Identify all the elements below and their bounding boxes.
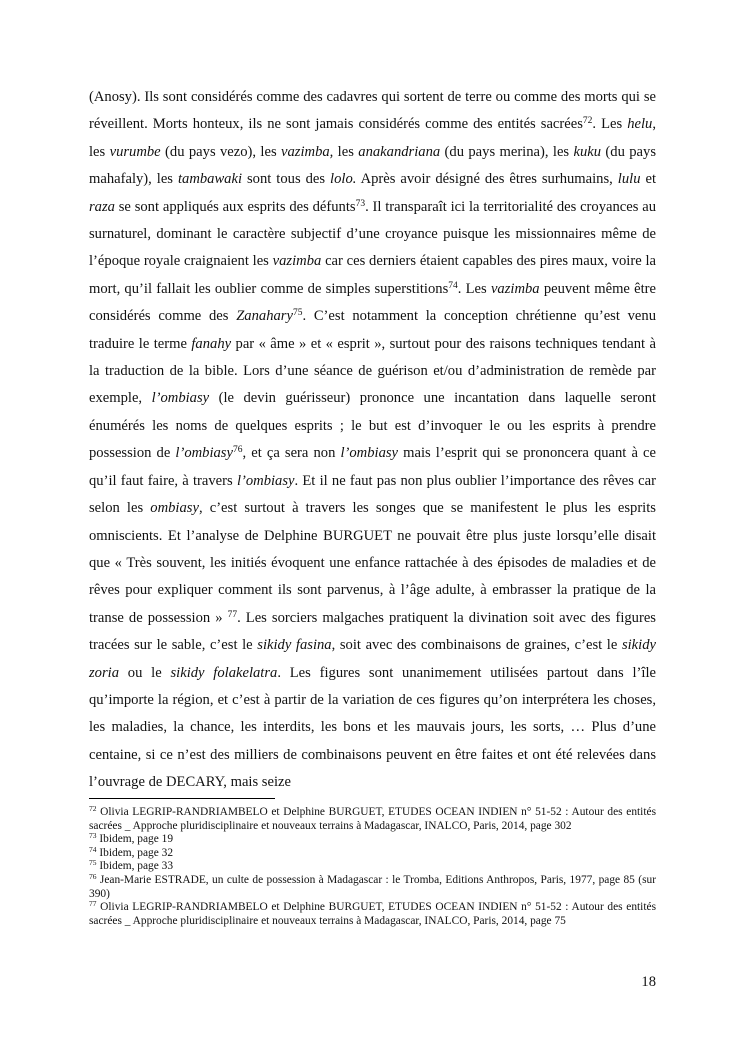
italic-term: helu [627, 116, 653, 133]
italic-term: vurumbe [109, 143, 161, 160]
text-run: et [640, 171, 657, 188]
italic-term: l’ombiasy [236, 472, 295, 489]
italic-term: vazimba [272, 253, 322, 270]
italic-term: l’ombiasy [151, 390, 210, 407]
footnote-number: 74 [89, 844, 97, 854]
text-run: peuvent même être considérés comme des [89, 280, 656, 325]
text-run: mais l’esprit qui se prononcera quant à ce qu’il faut faire, à travers [89, 445, 656, 489]
page-number: 18 [641, 974, 656, 990]
text-run: , les [89, 116, 656, 160]
text-run: (Anosy). Ils sont considérés comme des cadavres qui sortent de terre ou comme des morts qui se réveillent. Morts honteux, ils ne sont jamais considérés comme des entités sacrées [89, 89, 656, 133]
footnotes [89, 806, 656, 928]
text-run: ou le [119, 664, 171, 681]
footnote-75 [89, 860, 656, 874]
footnote-72 [89, 806, 656, 833]
italic-term: anakandriana [358, 143, 441, 160]
text-run: . Et il ne faut pas non plus oublier l’importance des rêves car selon les [89, 472, 656, 517]
text-run: (du pays merina), les [440, 143, 574, 160]
footnote-text: Ibidem, page 32 [96, 846, 174, 859]
text-run: . C’est notamment la conception chrétienne qu’est venu traduire le terme [89, 308, 656, 352]
italic-term: sikidy fasina [257, 637, 332, 654]
italic-term: ombiasy [150, 500, 199, 517]
italic-term: vazimba, [281, 143, 334, 160]
text-run: car ces derniers étaient capables des pires maux, voire la mort, qu’il fallait les oublier comme de simples superstitions [89, 253, 656, 297]
text-run: . Les figures sont unanimement utilisées partout dans l’île qu’importe la région, et c’est à partir de la variation de ces figures qu’on interprétera les choses, les maladies, la chance, les interdits, les bons et les mauvais jours, les sorts, … Plus d’une centaine, si ce n’est des milliers de combinaisons peuvent en être faites et ont été relevées dans l’ouvrage de DECARY, mais seize [89, 664, 656, 791]
italic-term: l’ombiasy [340, 445, 399, 462]
italic-term: vazimba [490, 280, 540, 297]
footnote-number: 73 [89, 831, 97, 841]
italic-term: Zanahary [236, 308, 293, 325]
footnote-text: Olivia LEGRIP-RANDRIAMBELO et Delphine BURGUET, ETUDES OCEAN INDIEN n° 51-52 : Autour des entités sacrées _ Approche pluridisciplinaire et nouveaux terrains à Madagascar, INALCO, Paris, 2014, page 302 [89, 806, 656, 832]
text-run: , et ça sera non [242, 445, 341, 462]
text-run: . Il transparaît ici la territorialité des croyances au surnaturel, dominant le caractère subjectif d’une croyance puisque les missionnaires même de l’époque royale craignaient les [89, 198, 656, 270]
footnote-ref[interactable]: 77 [227, 609, 238, 620]
footnote-77 [89, 901, 656, 928]
footnote-text: Ibidem, page 19 [96, 833, 174, 846]
text-run: (le devin guérisseur) prononce une incantation dans laquelle seront énumérés les noms de quelques esprits ; le but est d’invoquer le ou les esprits à prendre possession de [89, 390, 656, 462]
text-run: , c’est surtout à travers les songes que se manifestent le plus les esprits omniscients. Et l’analyse de Delphine BURGUET ne pouvait être plus juste lorsqu’elle disait que « Très souvent, les initiés évoquent une enfance rattachée à des épisodes de maladies et de rêves pour expliquer comment ils sont parvenus, à l’âge adulte, à embrasser la pratique de la transe de possession » [89, 500, 656, 626]
italic-term: sikidy zoria [89, 637, 656, 681]
text-run: . Les [457, 280, 491, 297]
text-run: . Les [592, 116, 628, 133]
footnote-ref[interactable]: 73 [355, 198, 366, 209]
italic-term: raza [89, 198, 115, 215]
italic-term: fanahy [191, 335, 232, 352]
italic-term: tambawaki [177, 171, 243, 188]
footnote-number: 75 [89, 858, 97, 868]
text-run: Après avoir désigné des êtres surhumains, [356, 171, 618, 188]
text-run: les [333, 143, 359, 160]
italic-term: kuku [573, 143, 602, 160]
footnote-number: 76 [89, 871, 97, 881]
footnote-separator [89, 798, 275, 799]
italic-term: sikidy folakelatra [170, 664, 278, 681]
text-run: , soit avec des combinaisons de graines, c’est le [331, 637, 622, 654]
text-run: par « âme » et « esprit », surtout pour des raisons techniques tendant à la traduction de la bible. Lors d’une séance de guérison et/ou d’administration de remède par exemple, [89, 335, 656, 407]
footnote-ref[interactable]: 72 [582, 116, 593, 127]
italic-term: lolo. [330, 171, 357, 188]
text-run: sont tous des [242, 171, 331, 188]
footnote-ref[interactable]: 75 [292, 308, 303, 319]
footnote-74 [89, 844, 656, 861]
paragraph [89, 84, 656, 797]
footnote-number: 77 [89, 899, 97, 909]
body-text [89, 84, 656, 797]
footnote-73 [89, 833, 656, 847]
italic-term: l’ombiasy [175, 445, 233, 462]
text-run: se sont appliqués aux esprits des défunts [114, 198, 356, 215]
footnote-ref[interactable]: 76 [232, 445, 243, 456]
text-run: . Les sorciers malgaches pratiquent la divination soit avec des figures tracées sur le sable, c’est le [89, 609, 656, 654]
footnote-text: Olivia LEGRIP-RANDRIAMBELO et Delphine BURGUET, ETUDES OCEAN INDIEN n° 51-52 : Autour des entités sacrées _ Approche pluridisciplinaire et nouveaux terrains à Madagascar, INALCO, Paris, 2014, page 75 [89, 901, 656, 927]
footnote-76 [89, 871, 656, 901]
italic-term: lulu [617, 171, 641, 188]
text-run: (du pays mahafaly), les [89, 143, 656, 188]
footnote-ref[interactable]: 74 [448, 280, 458, 291]
footnote-number: 72 [89, 804, 97, 813]
footnote-text: Jean-Marie ESTRADE, un culte de possession à Madagascar : le Tromba, Editions Anthropos, Paris, 1977, page 85 (sur 390) [89, 873, 656, 900]
text-run: (du pays vezo), les [160, 143, 282, 160]
footnote-text: Ibidem, page 33 [96, 860, 174, 873]
